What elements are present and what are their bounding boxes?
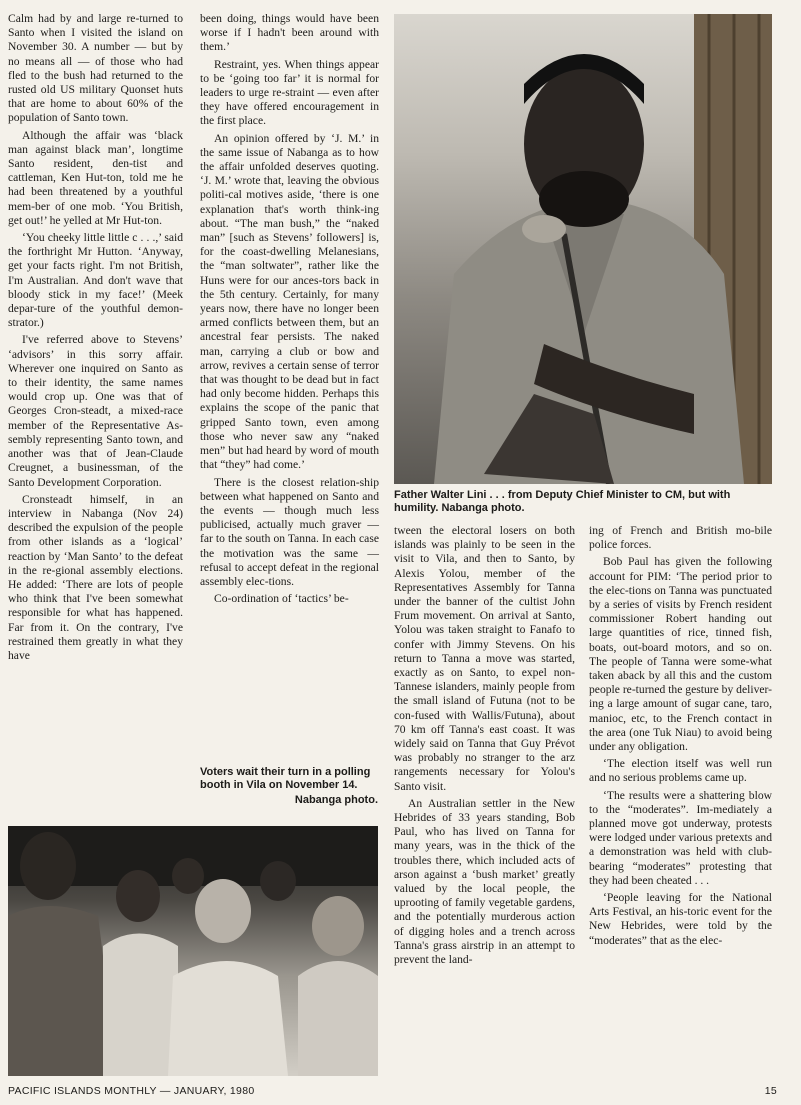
article-column-4 — [589, 524, 772, 951]
paragraph: tween the electoral losers on both islands was plainly to be seen in the visit to Vila, and then to Santo, by Alexis Yolou, member of the Representatives Assembly for Tanna under the banner of the cultist John Frum movement. On arrival at Santo, Yolou was taken straight to Fanafo to confer with Jimmy Stevens. On his return to Tanna a move was started, exactly as on Santo, to expel non-Tannese islanders, mainly people from the small island of Futuna (not to be con-fused with Wallis/Futuna), about 70 km off Tanna's east coast. It was widely said on Tanna that Guy Prévot was probably no stranger to the arz rangements necessary for Yolou's Santo visit. — [394, 524, 575, 793]
photo-caption-lini: Father Walter Lini . . . from Deputy Chief Minister to CM, but with humility. Nabanga photo. — [394, 489, 731, 514]
article-column-2 — [200, 12, 379, 609]
article-column-1 — [8, 12, 183, 666]
paragraph: Although the affair was ‘black man against black man’, longtime Santo resident, den-tist and cattleman, Ken Hut-ton, told me he had been threatened by a youthful mem-ber of one mob. ‘You British, get out!’ he yelled at Mr Hut-ton. — [8, 128, 183, 227]
paragraph: Cronsteadt himself, in an interview in Nabanga (Nov 24) described the expulsion of the people from other islands as a ‘logical’ reaction by ‘Man Santo’ to the defeat in the re-gional assembly elections. He added: ‘There are lots of people who think that I've been somewhat responsible for what has happened. Far from it. On the contrary, I've restrained them greatly in what they have — [8, 492, 183, 662]
paragraph: Restraint, yes. When things appear to be ‘going too far’ it is normal for leaders to urge re-straint — even after they have offered encouragement in the first place. — [200, 57, 379, 128]
photo-walter-lini — [394, 14, 772, 484]
photo-polling-booth-illustration — [8, 826, 378, 1076]
photo-walter-lini-illustration — [394, 14, 772, 484]
paragraph: ‘The election itself was well run and no serious problems came up. — [589, 757, 772, 785]
article-column-3 — [394, 524, 575, 970]
paragraph: been doing, things would have been worse if I hadn't been around with them.’ — [200, 12, 379, 54]
caption-credit: Nabanga photo. — [294, 794, 378, 806]
caption-text: Voters wait their turn in a polling booth in Vila on November 14. — [200, 766, 371, 791]
paragraph: Co-ordination of ‘tactics’ be- — [214, 592, 349, 606]
paragraph: ‘The results were a shattering blow to the “moderates”. Im-mediately a planned move got underway, protests were lodged under various pretexts and a demonstration was held with club-bearing “moderates” protesting that they had been cheated . . . — [589, 788, 772, 887]
photo-caption-booth — [200, 766, 378, 807]
paragraph: ‘People leaving for the National Arts Festival, an his-toric event for the New Hebrides, were told by the “moderates” that as the elec- — [589, 891, 772, 947]
paragraph: Calm had by and large re-turned to Santo when I visited the island on November 30. A number — but by no means all — of those who had fled to the bush had returned to the rusted old US military Quonset huts that are home to about 60% of the population of Santo town. — [8, 12, 183, 125]
paragraph: An Australian settler in the New Hebrides of 33 years standing, Bob Paul, who has lived on Tanna for many years, was in the thick of the troubles there, which included acts of arson against a ‘bush market’ greatly valued by the local people, the uprooting of family vegetable gardens, and the potentially murderous action of digging holes and a trench across Tanna's grass airstrip in an attempt to prevent the land- — [394, 796, 575, 967]
paragraph: There is the closest relation-ship between what happened on Santo and the events — though much less publicised, actually much graver — far to the south on Tanna. In each case the motivation was the same — refusal to accept defeat in the regional assembly elec-tions. — [200, 475, 379, 588]
footer-publication: PACIFIC ISLANDS MONTHLY — JANUARY, 1980 — [8, 1085, 255, 1097]
photo-polling-booth — [8, 826, 378, 1076]
paragraph: ing of French and British mo-bile police forces. — [589, 524, 772, 552]
paragraph: Bob Paul has given the following account for PIM: ‘The period prior to the elec-tions on Tanna was punctuated by a series of visits by French resident commissioner Robert handing out large quantities of rice, tinned fish, boats, out-board motors, and so on. The people of Tanna were some-what taken aback by all this and the custom people re-turned the gesture by deliver-ing a large amount of sugar cane, taro, manioc, etc, to the French contact in the area (one Tuk Niau) to avoid being under any obligation. — [589, 555, 772, 754]
page-number: 15 — [764, 1085, 777, 1097]
paragraph: I've referred above to Stevens’ ‘advisors’ in this sorry affair. Wherever one inquired on Santo as to their identity, the same names would crop up. One was that of Georges Cron-steadt, a mixed-race member of the Representative As-sembly representing Santo town, and another was that of Jean-Claude Creugnet, a businessman, of the Santo Development Corporation. — [8, 333, 183, 489]
paragraph: An opinion offered by ‘J. M.’ in the same issue of Nabanga as to how the affair unfolded deserves quoting. ‘J. M.’ wrote that, leaving the obvious politi-cal motives aside, ‘there is one explanation that's worth think-ing about. “The man bush,” the “naked man” [such as Stevens’ followers] is, for the coast-dwelling Melanesians, the “man soltwater”, rather like the Huns were for our ances-tors back in the 5th century. Certainly, for many years now, there have no longer been armed conflicts between them, but an ancestral fear persists. The naked man, carrying a club or bow and arrow, revives a certain sense of terror that was thought to be dead but in fact had only become hidden. Perhaps this explains the scope of the panic that gripped Santo town, even among those who never saw any “naked men” but had heard by word of mouth that “they” had come.’ — [200, 131, 379, 472]
paragraph: ‘You cheeky little little c . . .,’ said the forthright Mr Hutton. ‘Anyway, get your facts right. I'm not British, I'm Australian. And don't wave that bloody stick in my face!’ (Meek depar-ture of the youthful demon-strator.) — [8, 231, 183, 330]
